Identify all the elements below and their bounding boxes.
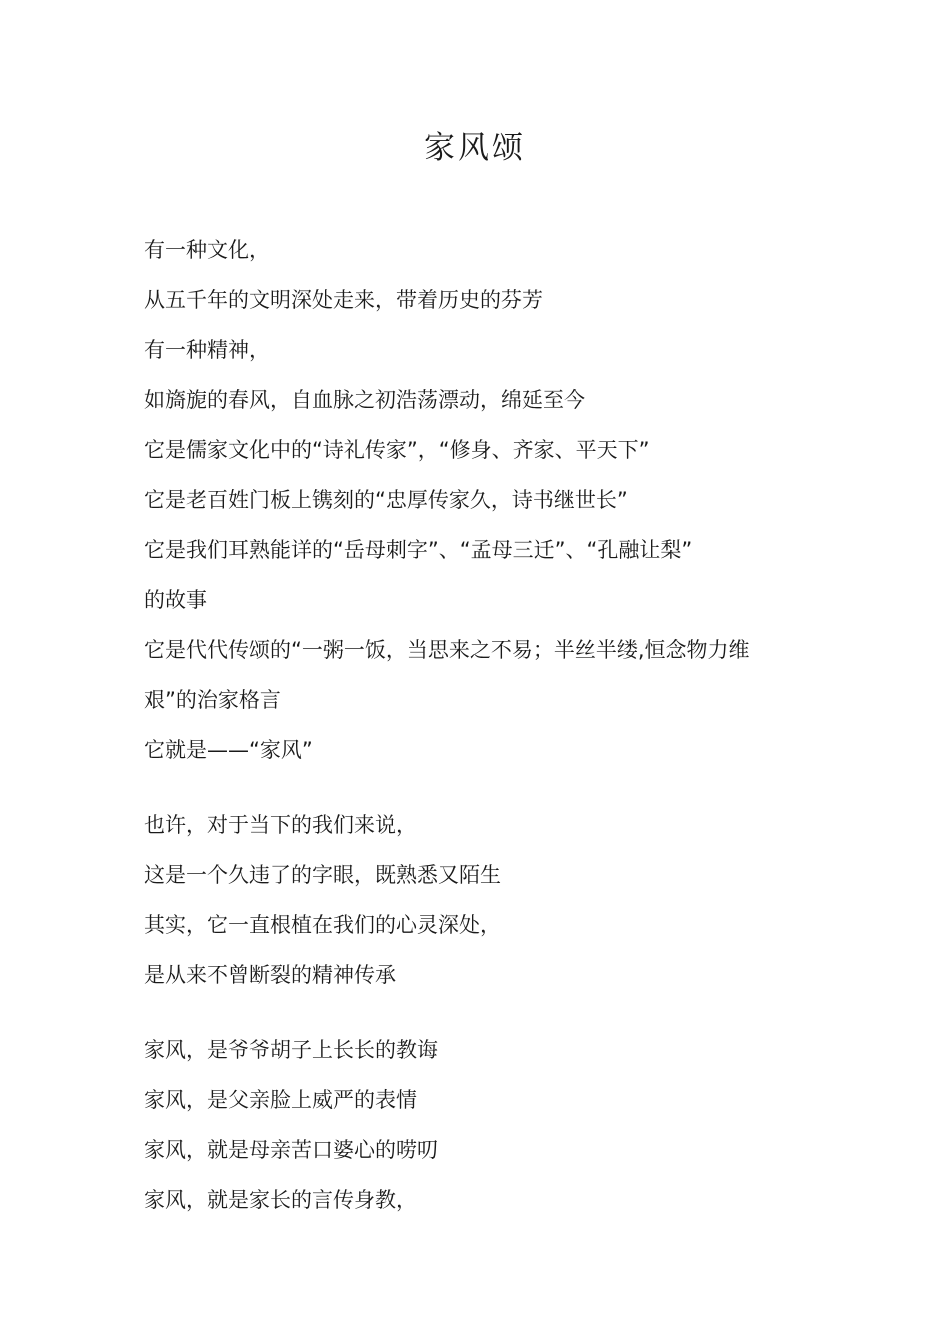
poem-line: 它是我们耳熟能详的“岳母刺字”、“孟母三迁”、“孔融让梨”: [144, 538, 693, 562]
document-title: 家风颂: [424, 130, 526, 166]
poem-line: 它就是——“家风”: [144, 738, 313, 762]
poem-line: 其实，它一直根植在我们的心灵深处，: [144, 913, 501, 937]
stanza-1: [144, 232, 824, 782]
poem-line: 它是老百姓门板上镌刻的“忠厚传家久，诗书继世长”: [144, 488, 628, 512]
poem-body: [144, 232, 824, 1232]
poem-line: 它是代代传颂的“一粥一饭，当思来之不易；半丝半缕,恒念物力维: [144, 638, 750, 662]
poem-line: 有一种文化，: [144, 238, 270, 262]
poem-line: 这是一个久违了的字眼，既熟悉又陌生: [144, 863, 501, 887]
poem-line: 艰”的治家格言: [144, 688, 281, 712]
stanza-2: [144, 807, 824, 1007]
stanza-3: [144, 1032, 824, 1232]
poem-line: 也许，对于当下的我们来说，: [144, 813, 417, 837]
poem-line: 家风，就是家长的言传身教，: [144, 1188, 417, 1212]
poem-line: 如旖旎的春风，自血脉之初浩荡漂动，绵延至今: [144, 388, 585, 412]
poem-line: 家风，是父亲脸上威严的表情: [144, 1088, 417, 1112]
poem-line: 从五千年的文明深处走来，带着历史的芬芳: [144, 288, 543, 312]
poem-line: 它是儒家文化中的“诗礼传家”，“修身、齐家、平天下”: [144, 438, 650, 462]
poem-line: 是从来不曾断裂的精神传承: [144, 963, 396, 987]
poem-line: 家风，是爷爷胡子上长长的教诲: [144, 1038, 438, 1062]
poem-line: 有一种精神，: [144, 338, 270, 362]
poem-line: 家风，就是母亲苦口婆心的唠叨: [144, 1138, 438, 1162]
poem-line: 的故事: [144, 588, 207, 612]
